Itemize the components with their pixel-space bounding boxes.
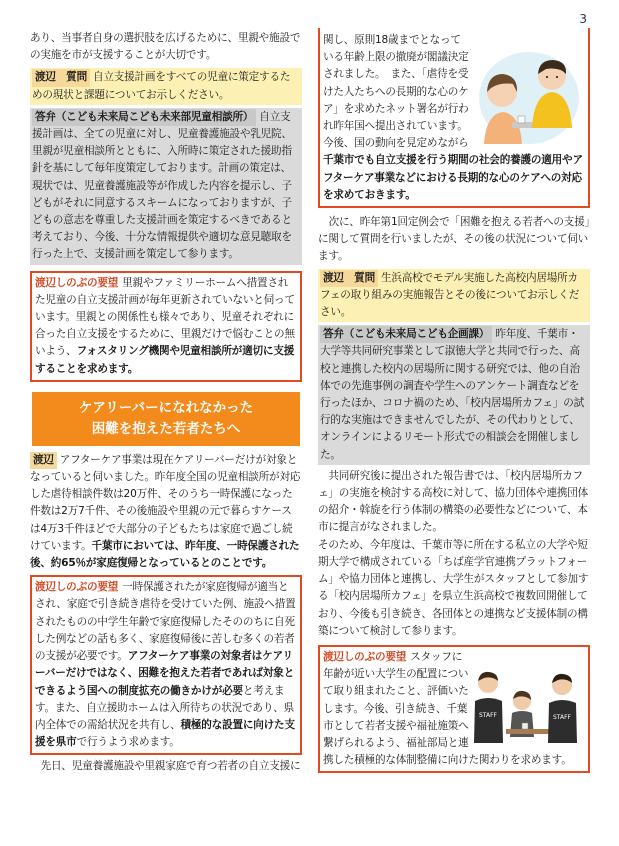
paragraph-continues: 先日、児童養護施設や里親家庭で育つ若者の自立支援に	[40, 760, 301, 773]
page-number: 3	[579, 12, 587, 26]
banner-line-1: ケアリーバーになれなかった	[78, 399, 254, 416]
paragraph-text: アフターケア事業は現在ケアリーバーだけが対象となっていると伺いました。昨年度全国の児童相談所が対応した虐待相談件数は20万件、そのうち一時保護になった件数は2万7千件、その後施設や里親の元で暮らすケースは4万3千件ほどで大部分の子どもたちは家庭で過ごし続けています。	[30, 453, 301, 552]
paragraph-bold-text: 千葉市においては、昨年度、一時保護された後、約65％が家庭復帰となっているとのことです。	[30, 539, 300, 570]
question-text: 生浜高校でモデル実施した高校内居場所カフェの取り組みの実施報告とその後についてお示しください。	[320, 271, 580, 319]
paragraph-followup: 次に、昨年第1回定例会で「困難を抱える若者への支援」に関して質問を行いましたが、その後の状況について伺います。	[318, 216, 590, 263]
request-tag: 渡辺しのぶの要望	[35, 276, 119, 289]
section-banner	[32, 392, 300, 446]
request-tag: 渡辺しのぶの要望	[35, 581, 119, 594]
speaker-tag: 渡辺	[30, 452, 57, 469]
left-column	[30, 0, 302, 776]
request-bold-text: 千葉市でも自立支援を行う期間の社会的養護の適用やアフターケア事業などにおける長期的な心のケアへの対応を求めておきます。	[323, 154, 583, 201]
request-bold-text: フォスタリング機関や児童相談所が適切に支援することを求めます。	[35, 345, 295, 375]
request-tag: 渡辺しのぶの要望	[323, 650, 407, 663]
request-block-4	[318, 645, 590, 773]
answer-block-1	[30, 108, 302, 265]
question-text: 自立支援計画をすべての児童に策定するための現状と課題についてお示しください。	[32, 71, 291, 101]
answer-text: 自立支援計画は、全ての児童に対し、児童養護施設や乳児院、里親が児童相談所とともに、入所時に策定された援助指針を基にして毎年度策定しております。計画の策定は、現状では、児童養護施設等が作成した内容を提示し、子どもがそれに同意するスキームになっておりますが、子どもの意志を尊重した支援計画を策定するべきであると考えており、今後、十分な情報提供や適切な意見聴取を行った上で、支援計画を策定して参ります。	[32, 110, 292, 261]
answer-text: 昨年度、千葉市・大学等共同研究事業として淑徳大学と共同で行った、高校と連携した校内の居場所に関する研究では、他の自治体での先進事例の調査や学生へのアンケート調査などを行ったほか、コロナ禍のため、「校内居場所カフェ」の試行的な実施はできませんでしたが、その代わりとして、オンラインによるリモート形式での相談会を開催しました。	[320, 328, 584, 461]
question-block-1	[30, 68, 302, 104]
request-bold-a: アフターケア事業の対象者はケアリーバーだけではなく、困難を抱えた若者であれば対象とできるよう国への制度拡充の働きかけが必要	[35, 650, 295, 697]
banner-line-2: 困難を抱えた若者たちへ	[91, 420, 241, 437]
request-bold-b: 積極的な設置に向けた支援を県市	[35, 718, 295, 749]
request-text: 里親やファミリーホームへ措置された児童の自立支援計画が毎年更新されていないと伺っています。里親との関係性も様々であり、児童それぞれに合った自立支援をするために、里親だけで悩むことの無いよう、	[35, 276, 295, 358]
answer-block-2	[318, 325, 590, 465]
request-text-b: と考えます。また、自立援助ホームは入所待ちの状況であり、県内全体での需給状況を共有し、	[35, 684, 294, 731]
paragraph-report: 共同研究後に提出された報告書では、「校内居場所カフェ」の実施を検討する高校に対して、協力団体や連携団体の紹介・斡旋を行う体制の構築の必要性などについて、本市に提言がなされました。	[318, 469, 589, 534]
request-block-2	[30, 575, 302, 755]
intro-paragraph: あり、当事者自身の選択肢を広げるために、里親や施設での実施を市が支援することが大切です。	[30, 32, 301, 62]
right-column	[318, 0, 590, 773]
question-tag: 渡辺 質問	[32, 69, 90, 86]
request-text-a: 一時保護されたが家庭復帰が適当とされ、家庭で引き続き虐待を受けていた例、施設へ措置されたものの中学生年齢で家庭復帰したそののちに自死した例などの話も多く、家庭復帰後に苦しむ多くの若者の支援が必要です。	[35, 581, 296, 663]
request-text: 関し、原則18歳までとなっている年齢上限の撤廃が閣議決定されました。 また、「虐待を受けた人たちへの長期的な心のケア」を求めたネット署名が行われ昨年国へ提出されています。今後、国の動向を見定めながら	[323, 34, 469, 150]
request-block-1	[30, 271, 302, 382]
question-tag: 渡辺 質問	[320, 270, 378, 287]
paragraph-this-year: そのため、今年度は、千葉市等に所在する私立の大学や短期大学で構成されている「ちば産学官連携プラットフォーム」や協力団体と連携し、大学生がスタッフとして参加する「校内居場所カフェ」を県立生浜高校で複数回開催しており、今後も引き続き、各団体との連携など支援体制の構築について検討して参ります。	[318, 538, 589, 637]
request-block-3	[318, 28, 590, 208]
counseling-illustration	[476, 36, 582, 148]
paragraph-aftercare	[30, 452, 302, 572]
answer-tag: 答弁（こども未来局こども企画課）	[320, 326, 492, 343]
question-block-2	[318, 269, 590, 323]
staff-label: STAFF	[552, 713, 572, 721]
answer-tag: 答弁（こども未来局こども未来部児童相談所）	[32, 109, 256, 126]
request-text-c: で行うよう求めます。	[76, 736, 180, 749]
staff-label: STAFF	[478, 711, 498, 719]
staff-illustration	[472, 667, 584, 743]
request-text: スタッフに年齢が近い大学生の配置について取り組まれたこと、評価いたします。今後、引き続き、千葉市として若者支援や福祉施策へ繋げられるよう、福祉部局と連携した積極的な体制整備に向けた関わりを求めます。	[323, 650, 572, 767]
